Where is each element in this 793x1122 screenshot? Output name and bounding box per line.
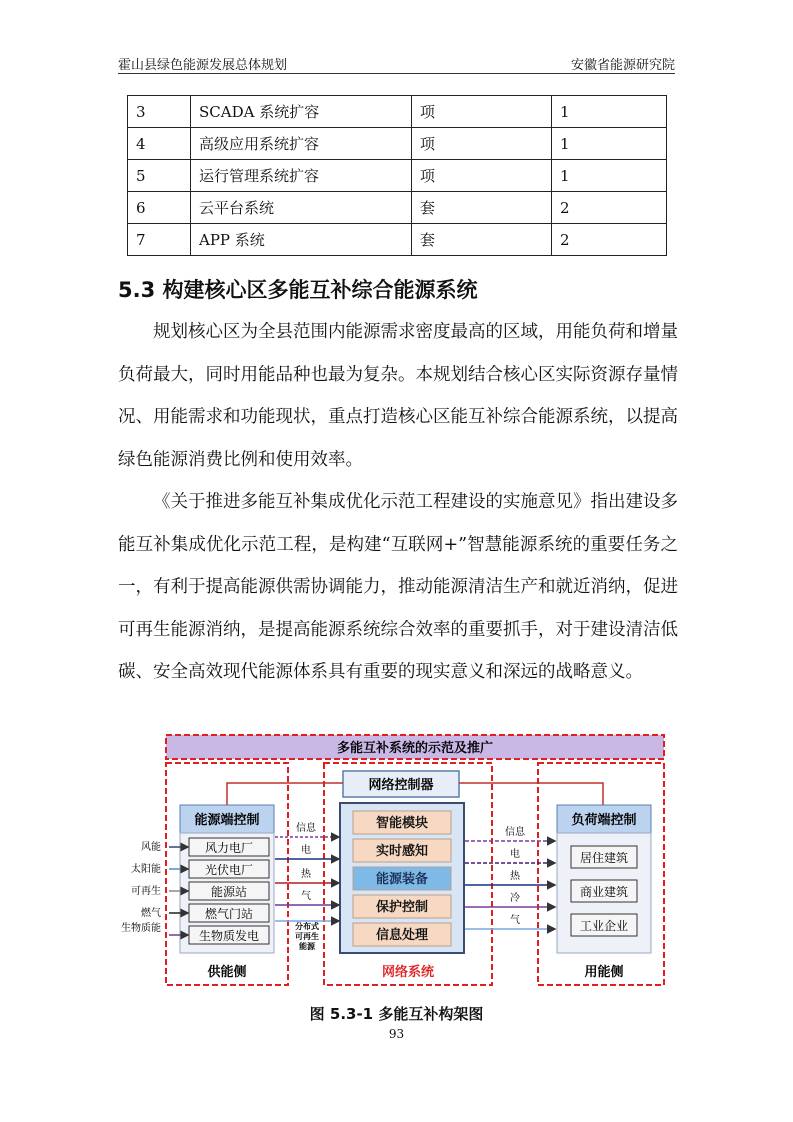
table-cell: 云平台系统 bbox=[191, 192, 412, 224]
table-cell: 套 bbox=[412, 224, 552, 256]
network-footer: 网络系统 bbox=[381, 965, 435, 980]
distributed-label: 分布式可再生能源 bbox=[295, 922, 319, 951]
header-org: 安徽省能源研究院 bbox=[570, 58, 675, 73]
table-row bbox=[128, 96, 667, 128]
table-row bbox=[128, 160, 667, 192]
right-flow-label: 热 bbox=[510, 871, 520, 882]
table-row bbox=[128, 192, 667, 224]
multi-energy-diagram bbox=[121, 733, 667, 989]
equipment-table bbox=[127, 95, 667, 256]
load-control-label: 负荷端控制 bbox=[571, 813, 637, 828]
load-item-label: 商业建筑 bbox=[579, 885, 629, 899]
paragraph-1: 规划核心区为全县范围内能源需求密度最高的区域，用能负荷和增量负荷最大，同时用能品种也最为复杂。本规划结合核心区实际资源存量情况、用能需求和功能现状，重点打造核心区能互补综合能源系统，以提高绿色能源消费比例和使用效率。 bbox=[118, 322, 678, 470]
right-flow-label: 冷 bbox=[510, 893, 520, 904]
supply-input-label: 风能 bbox=[141, 842, 161, 853]
section-title: 5.3 构建核心区多能互补综合能源系统 bbox=[118, 278, 478, 302]
table-cell: 项 bbox=[412, 160, 552, 192]
left-flow-label: 电 bbox=[301, 845, 311, 856]
table-cell: 4 bbox=[128, 128, 191, 160]
supply-plant-label: 风力电厂 bbox=[204, 841, 254, 855]
table-cell: 项 bbox=[412, 96, 552, 128]
table-cell: 1 bbox=[552, 128, 667, 160]
supply-footer: 供能侧 bbox=[207, 965, 247, 980]
table-cell: 套 bbox=[412, 192, 552, 224]
banner-text: 多能互补系统的示范及推广 bbox=[336, 741, 494, 756]
supply-plant-label: 光伏电厂 bbox=[204, 863, 254, 877]
table-cell: 1 bbox=[552, 160, 667, 192]
table-cell: 3 bbox=[128, 96, 191, 128]
left-flow-label: 信息 bbox=[296, 823, 316, 834]
network-module-label: 智能模块 bbox=[375, 816, 429, 831]
table-cell: 2 bbox=[552, 192, 667, 224]
header-doc-title: 霍山县绿色能源发展总体规划 bbox=[118, 58, 288, 73]
right-flow-label: 电 bbox=[510, 849, 520, 860]
table-cell: 5 bbox=[128, 160, 191, 192]
table-cell: 7 bbox=[128, 224, 191, 256]
supply-plant-label: 燃气门站 bbox=[204, 907, 254, 921]
header-rule bbox=[118, 73, 675, 74]
supply-input-label: 生物质能 bbox=[121, 923, 161, 934]
table-cell: 1 bbox=[552, 96, 667, 128]
load-footer: 用能侧 bbox=[584, 965, 624, 980]
table-cell: 高级应用系统扩容 bbox=[191, 128, 412, 160]
network-controller-label: 网络控制器 bbox=[368, 778, 434, 793]
table-cell: 2 bbox=[552, 224, 667, 256]
table-cell: SCADA 系统扩容 bbox=[191, 96, 412, 128]
table-cell: 项 bbox=[412, 128, 552, 160]
figure-caption: 图 5.3-1 多能互补构架图 bbox=[309, 1005, 484, 1023]
right-flow-label: 气 bbox=[510, 915, 520, 926]
supply-input-label: 可再生 bbox=[131, 886, 161, 897]
paragraph-2: 《关于推进多能互补集成优化示范工程建设的实施意见》指出建设多能互补集成优化示范工程，是构建“互联网+”智慧能源系统的重要任务之一，有利于提高能源供需协调能力，推动能源清洁生产和就近消纳，促进可再生能源消纳，是提高能源系统综合效率的重要抓手，对于建设清洁低碳、安全高效现代能源体系具有重要的现实意义和深远的战略意义。 bbox=[118, 492, 678, 682]
network-module-label: 信息处理 bbox=[375, 928, 429, 943]
page-number: 93 bbox=[388, 1027, 405, 1041]
network-module-label: 保护控制 bbox=[375, 900, 429, 915]
supply-plant-label: 生物质发电 bbox=[198, 929, 260, 943]
table-cell: APP 系统 bbox=[191, 224, 412, 256]
supply-plant-label: 能源站 bbox=[210, 885, 248, 899]
left-flow-label: 气 bbox=[301, 891, 311, 902]
right-flow-label: 信息 bbox=[505, 827, 525, 838]
table-row bbox=[128, 128, 667, 160]
table-row bbox=[128, 224, 667, 256]
table-cell: 6 bbox=[128, 192, 191, 224]
supply-input-label: 太阳能 bbox=[131, 864, 161, 875]
supply-input-label: 燃气 bbox=[141, 908, 161, 919]
table-cell: 运行管理系统扩容 bbox=[191, 160, 412, 192]
load-item-label: 工业企业 bbox=[579, 919, 629, 933]
supply-control-label: 能源端控制 bbox=[194, 813, 260, 828]
network-module-label: 能源装备 bbox=[375, 872, 429, 887]
left-flow-label: 热 bbox=[301, 869, 311, 880]
load-item-label: 居住建筑 bbox=[579, 851, 629, 865]
network-module-label: 实时感知 bbox=[375, 844, 429, 859]
